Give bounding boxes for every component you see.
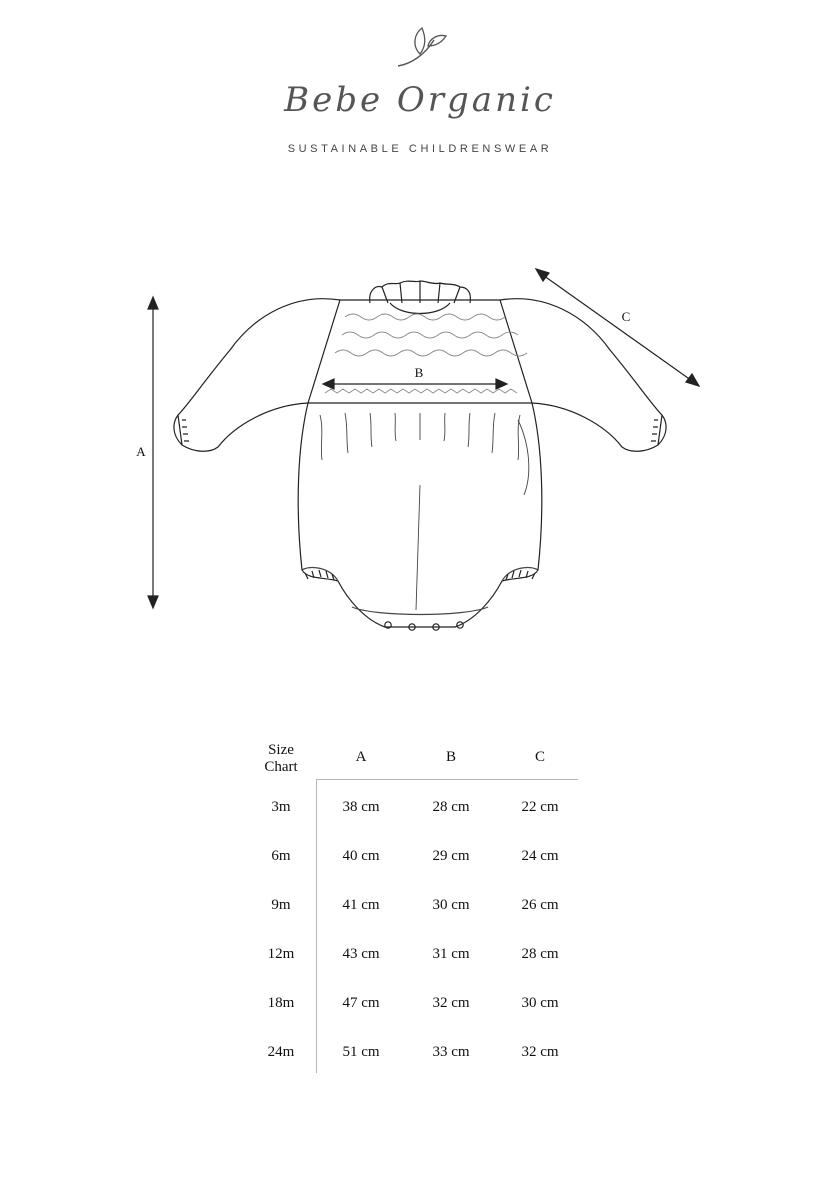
row-value-b: 31 cm [432,946,470,962]
row-size-label: 18m [267,995,295,1011]
row-size-label: 24m [267,1044,295,1060]
column-header-b: B [445,749,456,765]
row-value-a: 41 cm [342,897,380,913]
measure-a-arrow [148,297,158,608]
row-value-b: 30 cm [432,897,470,913]
row-value-c: 28 cm [521,946,559,962]
row-value-c: 32 cm [521,1044,559,1060]
measure-a-label: A [136,444,146,459]
row-size-label: 12m [267,946,295,962]
leaf-logo-icon [390,16,450,72]
brand-name: Bebe Organic [284,80,556,120]
row-value-c: 24 cm [521,848,559,864]
row-value-b: 28 cm [432,799,470,815]
garment-diagram [120,255,720,655]
row-value-c: 30 cm [521,995,559,1011]
column-header-a: A [355,749,367,765]
measure-b-arrow [323,379,507,389]
size-column-divider [316,779,317,1073]
column-header-c: C [534,749,545,765]
header-divider [316,779,578,780]
size-chart-corner-line1: Size [268,742,294,758]
row-value-b: 32 cm [432,995,470,1011]
row-size-label: 3m [271,799,291,815]
row-size-label: 9m [271,897,291,913]
row-value-c: 22 cm [521,799,559,815]
brand-tagline: SUSTAINABLE CHILDRENSWEAR [287,143,553,155]
size-chart-corner-line2: Chart [264,759,298,775]
measure-c-label: C [621,309,631,324]
row-value-b: 33 cm [432,1044,470,1060]
measure-c-arrow [536,269,699,386]
row-value-a: 40 cm [342,848,380,864]
measure-b-label: B [414,365,424,380]
row-value-c: 26 cm [521,897,559,913]
row-value-a: 43 cm [342,946,380,962]
row-size-label: 6m [271,848,291,864]
row-value-a: 38 cm [342,799,380,815]
row-value-b: 29 cm [432,848,470,864]
row-value-a: 47 cm [342,995,380,1011]
row-value-a: 51 cm [342,1044,380,1060]
brand-header [0,0,840,170]
